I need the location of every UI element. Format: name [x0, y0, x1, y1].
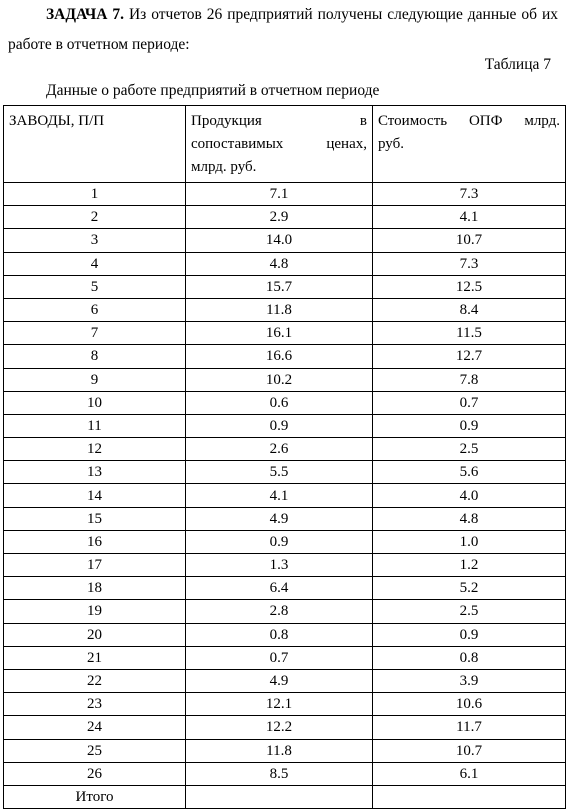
cell-production: 7.1 [186, 183, 373, 206]
table-row [4, 275, 566, 298]
cell-factory-number: 4 [4, 252, 186, 275]
cell-factory-number: 20 [4, 623, 186, 646]
cell-fixed-assets: 2.5 [373, 438, 566, 461]
cell-production: 15.7 [186, 275, 373, 298]
table-row [4, 646, 566, 669]
cell-factory-number: 6 [4, 298, 186, 321]
table-row [4, 484, 566, 507]
cell-fixed-assets: 0.7 [373, 391, 566, 414]
task-statement [8, 0, 558, 60]
cell-production: 4.9 [186, 669, 373, 692]
table-row [4, 206, 566, 229]
cell-fixed-assets: 2.5 [373, 600, 566, 623]
total-label: Итого [4, 785, 186, 808]
cell-fixed-assets: 3.9 [373, 669, 566, 692]
cell-factory-number: 5 [4, 275, 186, 298]
cell-production: 0.8 [186, 623, 373, 646]
cell-fixed-assets: 10.7 [373, 739, 566, 762]
cell-fixed-assets: 4.0 [373, 484, 566, 507]
cell-factory-number: 11 [4, 414, 186, 437]
cell-production: 10.2 [186, 368, 373, 391]
cell-fixed-assets: 10.6 [373, 693, 566, 716]
table-row [4, 577, 566, 600]
table-row [4, 507, 566, 530]
cell-factory-number: 12 [4, 438, 186, 461]
table-row [4, 669, 566, 692]
cell-production: 12.2 [186, 716, 373, 739]
table-body [4, 183, 566, 786]
cell-production: 11.8 [186, 739, 373, 762]
cell-production: 12.1 [186, 693, 373, 716]
cell-production: 4.1 [186, 484, 373, 507]
cell-factory-number: 3 [4, 229, 186, 252]
cell-production: 0.9 [186, 414, 373, 437]
cell-fixed-assets: 5.2 [373, 577, 566, 600]
cell-production: 16.6 [186, 345, 373, 368]
table-row [4, 693, 566, 716]
cell-fixed-assets: 12.7 [373, 345, 566, 368]
cell-production: 2.6 [186, 438, 373, 461]
cell-production: 0.9 [186, 530, 373, 553]
task-text: Из отчетов 26 предприятий получены следующие данные об их работе в отчетном периоде: [8, 6, 558, 53]
cell-fixed-assets: 12.5 [373, 275, 566, 298]
cell-production: 1.3 [186, 554, 373, 577]
cell-fixed-assets: 0.9 [373, 623, 566, 646]
header-fixed-assets [373, 106, 566, 183]
cell-factory-number: 9 [4, 368, 186, 391]
header-production-line1: Продукция в [191, 113, 367, 129]
cell-production: 6.4 [186, 577, 373, 600]
cell-production: 14.0 [186, 229, 373, 252]
cell-factory-number: 2 [4, 206, 186, 229]
cell-fixed-assets: 11.7 [373, 716, 566, 739]
cell-production: 4.8 [186, 252, 373, 275]
cell-production: 2.9 [186, 206, 373, 229]
enterprise-data-table [3, 105, 566, 809]
header-fixed-assets-line1: Стоимость ОПФ млрд. [378, 113, 560, 129]
total-fixed-assets [373, 785, 566, 808]
table-row [4, 438, 566, 461]
cell-production: 0.6 [186, 391, 373, 414]
cell-production: 5.5 [186, 461, 373, 484]
cell-factory-number: 14 [4, 484, 186, 507]
cell-factory-number: 21 [4, 646, 186, 669]
table-row [4, 762, 566, 785]
table-row [4, 345, 566, 368]
cell-factory-number: 17 [4, 554, 186, 577]
cell-factory-number: 8 [4, 345, 186, 368]
table-row [4, 623, 566, 646]
cell-factory-number: 18 [4, 577, 186, 600]
cell-fixed-assets: 4.8 [373, 507, 566, 530]
cell-production: 16.1 [186, 322, 373, 345]
cell-production: 4.9 [186, 507, 373, 530]
table-row [4, 414, 566, 437]
total-row [4, 785, 566, 808]
cell-fixed-assets: 1.2 [373, 554, 566, 577]
header-fixed-assets-line2: руб. [378, 136, 404, 152]
task-label: ЗАДАЧА 7. [46, 6, 125, 23]
header-production-line3: млрд. руб. [191, 159, 257, 175]
cell-production: 8.5 [186, 762, 373, 785]
total-production [186, 785, 373, 808]
cell-fixed-assets: 8.4 [373, 298, 566, 321]
cell-fixed-assets: 7.8 [373, 368, 566, 391]
cell-fixed-assets: 7.3 [373, 252, 566, 275]
cell-factory-number: 22 [4, 669, 186, 692]
table-caption: Данные о работе предприятий в отчетном периоде [46, 82, 380, 99]
header-production [186, 106, 373, 183]
table-header-row [4, 106, 566, 183]
table-row [4, 252, 566, 275]
table-row [4, 600, 566, 623]
cell-fixed-assets: 4.1 [373, 206, 566, 229]
cell-factory-number: 23 [4, 693, 186, 716]
table-row [4, 322, 566, 345]
cell-fixed-assets: 10.7 [373, 229, 566, 252]
table-row [4, 554, 566, 577]
table-row [4, 368, 566, 391]
cell-factory-number: 15 [4, 507, 186, 530]
cell-fixed-assets: 11.5 [373, 322, 566, 345]
table-number: Таблица 7 [484, 56, 551, 73]
header-factory-label: ЗАВОДЫ, П/П [9, 113, 105, 129]
cell-production: 2.8 [186, 600, 373, 623]
cell-factory-number: 13 [4, 461, 186, 484]
table-row [4, 716, 566, 739]
cell-production: 11.8 [186, 298, 373, 321]
cell-fixed-assets: 0.8 [373, 646, 566, 669]
cell-fixed-assets: 1.0 [373, 530, 566, 553]
table-row [4, 183, 566, 206]
cell-fixed-assets: 5.6 [373, 461, 566, 484]
header-factory [4, 106, 186, 183]
cell-factory-number: 19 [4, 600, 186, 623]
cell-fixed-assets: 7.3 [373, 183, 566, 206]
table-row [4, 229, 566, 252]
header-production-line2: сопоставимых ценах, [191, 136, 367, 152]
cell-factory-number: 10 [4, 391, 186, 414]
table-row [4, 739, 566, 762]
cell-factory-number: 25 [4, 739, 186, 762]
cell-factory-number: 26 [4, 762, 186, 785]
cell-factory-number: 16 [4, 530, 186, 553]
table-row [4, 530, 566, 553]
table-row [4, 391, 566, 414]
cell-fixed-assets: 6.1 [373, 762, 566, 785]
cell-fixed-assets: 0.9 [373, 414, 566, 437]
cell-factory-number: 24 [4, 716, 186, 739]
cell-factory-number: 1 [4, 183, 186, 206]
table-row [4, 298, 566, 321]
cell-factory-number: 7 [4, 322, 186, 345]
table-row [4, 461, 566, 484]
cell-production: 0.7 [186, 646, 373, 669]
